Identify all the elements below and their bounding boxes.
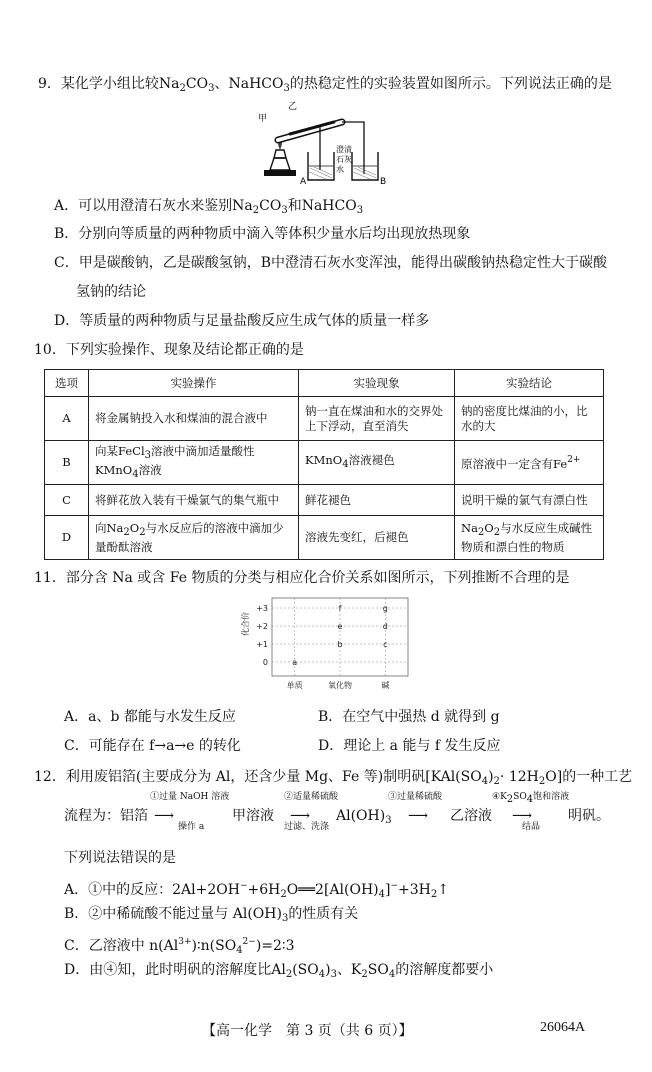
q11-stem: 11．部分含 Na 或含 Fe 物质的分类与相应化合价关系如图所示，下列推断不合理的是 [34,570,570,586]
chart-ylabel: 化合价 [241,612,250,636]
flow-step4-top: ④K2SO4饱和溶液 [492,792,570,805]
table-header-row [45,370,604,397]
row-operation: 将鲜花放入装有干燥氯气的集气瓶中 [89,485,299,516]
flow-aloh3: $Al(OH)_3$ [336,808,392,826]
q12-option-d: D．由④知，此时明矾的溶解度比$Al_2(SO_4)_3$、$K_2SO_4$的溶解度都要小 [64,962,494,980]
q9-option-c: C．甲是碳酸钠，乙是碳酸氢钠，B中澄清石灰水变浑浊，能得出碳酸钠热稳定性大于碳酸 [54,255,607,271]
flow-yi: 乙溶液 [450,808,492,824]
row-conclusion: 说明干燥的氯气有漂白性 [455,485,604,516]
row-phenomenon: 溶液先变红，后褪色 [299,516,455,560]
q12-option-a: A．①中的反应：$2Al+2OH^-+6H_2O══2[Al(OH)_4]^-+3H_2↑$ [64,881,449,900]
flow-step4-bot: 结晶 [522,822,541,832]
header-operation: 实验操作 [89,370,299,397]
row-option: C [45,485,89,516]
q11-option-d: D．理论上 a 能与 f 发生反应 [318,738,501,754]
flow-arrow-3: ⟶ [408,808,429,824]
flow-arrow-4: ⟶ [512,808,533,824]
flow-end: 明矾。 [568,808,610,824]
q12-option-c: C．乙溶液中 $n(Al^{3+})∶n(SO_4^{2-})=2∶3$ [64,937,295,956]
q9-option-b: B．分别向等质量的两种物质中滴入等体积少量水后均出现放热现象 [54,226,471,242]
row-operation: 向Na2O2与水反应后的溶液中滴加少量酚酞溶液 [89,516,299,560]
table-row [45,441,604,485]
q12-stem: 12．利用废铝箔(主要成分为 Al，还含少量 Mg、Fe 等)制明矾$[KAl(SO_4)_2\cdot 12H_2O]$的一种工艺 [34,769,633,787]
chart-ytick-label: 0 [262,658,268,667]
label-shihui: 石灰 [336,155,352,164]
row-conclusion: 原溶液中一定含有$Fe^{2+}$ [455,441,604,485]
chart-point-g: g [382,604,388,613]
label-chengqing: 澄清 [336,145,352,154]
q11-option-c: C．可能存在 f→a→e 的转化 [64,738,241,754]
q10-table [44,369,604,560]
page-footer: 【高一化学 第 3 页（共 6 页）】 [202,1023,413,1039]
q11-option-a: A．a、b 都能与水发生反应 [64,709,236,725]
label-shui: 水 [336,165,344,174]
header-phenomenon: 实验现象 [299,370,455,397]
q11-option-b: B．在空气中强热 d 就得到 g [318,709,500,725]
paper-code: 26064A [540,1020,586,1035]
label-A: A [300,177,307,187]
table-row [45,485,604,516]
row-operation: 向某FeCl3溶液中滴加适量酸性 KMnO4溶液 [89,441,299,485]
table-row [45,516,604,560]
flow-step2-bot: 过滤、洗涤 [284,822,330,832]
label-B: B [380,177,386,187]
flow-step1-top: ①过量 NaOH 溶液 [150,792,230,802]
label-yi: 乙 [288,102,298,112]
row-option: B [45,441,89,485]
label-jia: 甲 [258,114,268,124]
q12-ask: 下列说法错误的是 [64,850,176,866]
row-conclusion: 钠的密度比煤油的小，比水的大 [455,397,604,441]
row-phenomenon: 鲜花褪色 [299,485,455,516]
flow-jia: 甲溶液 [232,808,274,824]
q9-option-c-cont: 氢钠的结论 [76,284,146,300]
row-option: D [45,516,89,560]
chart-xtick-label: 单质 [286,681,303,690]
chart-ytick-label: +3 [256,604,268,613]
row-operation: 将金属钠投入水和煤油的混合液中 [89,397,299,441]
flow-step2-top: ②适量稀硫酸 [284,792,339,802]
chart-ytick-label: +2 [256,622,268,631]
row-option: A [45,397,89,441]
table-row [45,397,604,441]
flow-prefix: 流程为：铝箔 [64,808,148,824]
q9-apparatus-figure [256,100,386,188]
chart-ytick-label: +1 [256,640,268,649]
q9-option-a: A．可以用澄清石灰水来鉴别$Na_2CO_3$和NaHCO$_3$ [54,198,364,216]
q9-option-d: D．等质量的两种物质与足量盐酸反应生成气体的质量一样多 [54,313,430,329]
flow-step1-bot: 操作 a [178,822,205,832]
header-conclusion: 实验结论 [455,370,604,397]
chart-point-d: d [382,622,388,631]
chart-xtick-label: 氧化物 [328,681,352,690]
row-conclusion: Na2O2与水反应生成碱性物质和漂白性的物质 [455,516,604,560]
row-phenomenon: KMnO4溶液褪色 [299,441,455,485]
chart-point-e: e [337,622,343,631]
q11-chart [236,594,416,698]
q10-stem: 10．下列实验操作、现象及结论都正确的是 [34,342,304,358]
header-option: 选项 [45,370,89,397]
chart-point-a: a [292,658,298,667]
q12-option-b: B．②中稀硫酸不能过量与 $Al(OH)_3$的性质有关 [64,906,359,924]
flow-arrow-1: ⟶ [154,808,175,824]
flow-arrow-2: ⟶ [290,808,311,824]
flow-step3-top: ③过量稀硫酸 [388,792,443,802]
row-phenomenon: 钠一直在煤油和水的交界处上下浮动，直至消失 [299,397,455,441]
chart-point-b: b [337,640,343,649]
chart-xtick-label: 碱 [381,681,390,690]
chart-point-f: f [338,604,342,613]
chart-point-c: c [383,640,388,649]
q9-stem: 9．某化学小组比较$Na_2CO_3$、NaHCO$_3$的热稳定性的实验装置如图所示。下列说法正确的是 [38,76,612,94]
